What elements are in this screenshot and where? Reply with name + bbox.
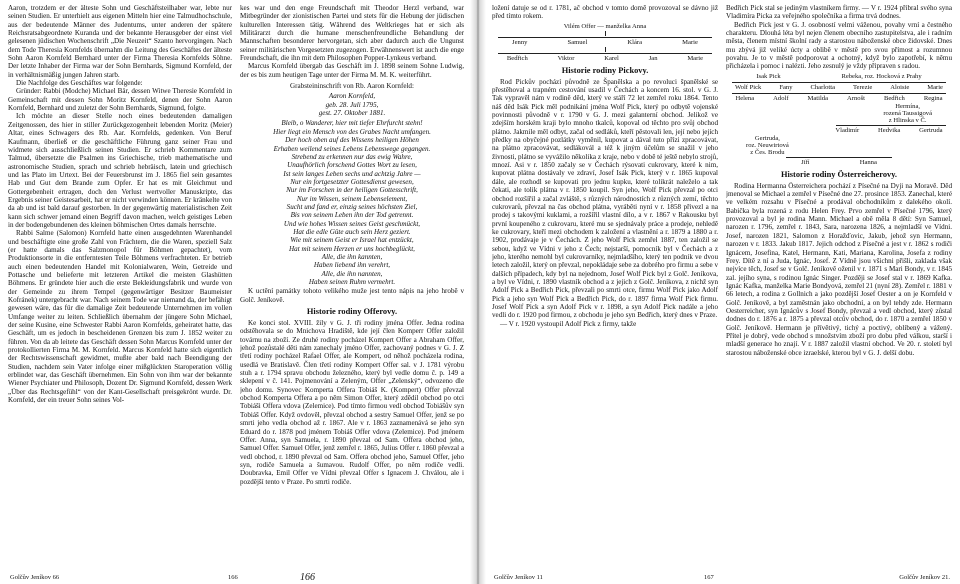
paragraph: Bedřich Pick stal se jediným vlastníkem firmy. — V r. 1924 přibral svého syna Vladimíra Picka za veřejného společníka a firma trvá dodnes. bbox=[726, 4, 952, 21]
grave-line: geb. 28. Juli 1795, bbox=[325, 100, 379, 109]
poem-line: Haben liebend ihn verehrt, bbox=[313, 261, 391, 270]
tree-node: Bedřich bbox=[506, 54, 528, 62]
poem-line: Strebend zu erkennen nur das ewig Wahre, bbox=[291, 152, 413, 161]
section-heading-offer: Historie rodiny Offerovy. bbox=[306, 307, 398, 317]
tree-node: Fany bbox=[779, 83, 793, 91]
tree-node: Arnošt bbox=[847, 94, 865, 102]
poem-line: Hier liegt ein Mensch von des Grabes Nacht umfangen. bbox=[273, 127, 431, 136]
book-gutter bbox=[470, 0, 486, 584]
tree-node: Aloisie bbox=[890, 83, 910, 91]
poem-line: Sucht und fand er, einzig seines höchsten Ziel, bbox=[286, 202, 418, 211]
tree-node: Adolf bbox=[773, 94, 789, 102]
poem-line: Und wie hohes Wissen seines Geist geschmückt, bbox=[283, 219, 421, 228]
poem-line: Der hoch oben auf des Wissens heiligen Höhen bbox=[285, 136, 419, 145]
left-page bbox=[0, 0, 470, 584]
tree-node: Vilém Offer — manželka Anna bbox=[563, 22, 647, 30]
tree-node: Jenny bbox=[512, 38, 528, 46]
tree-node: Marie bbox=[927, 83, 943, 91]
paragraph: Rodina Hermanna Österreichera pochází z Písečné na Dyji na Moravě. Děd jmenoval se Michael a zemřel v Písečné dne 27. prosince 1853. Zanechal, které ve velkém rozsahu v Písečné a prodával obchodníkům z dalekého okolí. Babička byla rozená z rodu Helen Frey. Prvo zemřel v Písečné 1796, který provozoval a byl je rodina Mann. Michael a obě měla 8 dětí: Syn Samuel, narozen r. 1796, zemřel r. 1843, Sara, narozena 1826, a nejmladší ve Vídni. Josef, narozen 1821, Salomon z Horažďovic, Jakub, jehož syn Hermann, narozen v r. 1833. Jakub 1817. Jejich odchod z Písečné a jest v r. 1862 s rodiči Ignácem, Josefina, Katel, Hermann, Kati, Mariana, Karolina, Josefa z rodiny Frey. Dítě z ní a Juda, Ignác, Josef. Z Vídně jsou všichni přišli, zaklada však nejvíce těch, Josef se v Golč. Jeníkově oženil v r. 1871 s Mari Bondy, v r. 1845 zal. jejího syna, s rodinou Ignác Singer. Později se Josef stal v r. 1869 Kafka. Ignác Kafka, manželka Marie Bondyová, zemřel 21 (nyní 28). Zemřel r. 1881 v 66 letech, a rodina z Gollnich a jako pozdější Josef Oester a on je Kornfeld v Golč. Jeníkově, a byl zaměstnán jako obchodní, a on byl tehdy zde. Hermann Oesterreicher, syn Ignácův s Josef Bondy, převzal a vedl obchod, který zůstal dodnes do r. 1876 a r. 1875 a převzal otcův obchod, do r. 1870 a zemřel 1850 v Golč. Jeníkově. Hermann je přívětivý, tichý a poctivý, oblíbený a vážený. Přítel je dobrý, vede obchod s množstvím zboží pro dobu před válkou, starší i mladší generace ho znají. V r. 1887 založil vlastní obchod. Ve 20. r. století byl starostou náboženské obce izraelské, kterou byl v G. J. delší dobu. bbox=[726, 181, 952, 357]
poem-line: Bis von seinem Leben ihn der Tod getrennt. bbox=[290, 211, 414, 220]
poem-line: Haben seinen Ruhm vermehrt. bbox=[308, 278, 396, 286]
tree-node: Hanna bbox=[859, 158, 877, 166]
poem-line: Nur im Forschen in der heiligen Gottesschrift, bbox=[286, 186, 418, 195]
tree-node: Regina bbox=[923, 94, 943, 102]
tree-node: Jan bbox=[648, 54, 658, 62]
poem-line: Unaufhörlich forschend Gottes Wort zu lesen, bbox=[287, 161, 417, 170]
paragraph: Bedřich Pick jest v G. J. osobností velmi váženou, povahy vrní a čestného charakteru. Dlouhá léta byl nejen členem obecního zastupitelstva, ale i radním města, členem místní školní rady a starostou náboženské obce židovské. Dnes mu zbývá již veliké úcty a oblibě v městě pro svou přímost a rozumnou povahu. Je to v městě podporovat a ochotný, když bylo zapotřebí, k němu přicházela i pomoc i nalézti. Jeho zesnulý je vždy připraven s radou. bbox=[726, 20, 952, 71]
tree-node: Jiří bbox=[801, 158, 810, 166]
tree-node: Helena bbox=[735, 94, 755, 102]
tree-node: Samuel bbox=[567, 38, 588, 46]
tree-node: Rebeka, roz. Hocková z Prahy bbox=[841, 72, 922, 80]
right-page bbox=[486, 0, 960, 584]
paragraph: Rod Pickův pochází původně ze Španělska a po revoluci španělské se přestěhoval a trapném cestování usadil v Čechách a koncem 16. stol. v G. J. Tak vypravěl nám v rodině děd, který ve stáří 72 let zemřel roku 1864. Tento náš děd Isák Pick měl podnikání jména Wolf Pick, který po odbytě vojenské povinnosti původně v r. 1790 v G. J. mezi galanterní obchod. Jelikož ve zdejším horském kraji bylo mnoho tkalců, kopoval od těchto pro svůj obchod plátno. Jakmile měl odbyt, začal od sedláků, kteří pěstovali len, její nebo jejích předky na obyčejné pozlátky vyměnil, kupovat a dával tuto přízi zpracovávat, na plátno zpracovávat, sedlákovál a též k jiným účelům se snažil v jeho živnosti, plátno se vyvážilo několika z kraje, nebo v době té ještě nebylo strojů, mnozí. Asi v r. 1850 začaly se v Čechách rýsovati cukrovary, které k nim, kupovat plátna dostávaly ve zdraví, Josef Isák Pick, který v r. 1865 kupoval dále, ale rozhodl se kupovati pro jednu kupku, které tolikrát naleželo a tak čekati, ale tolik plátna v r. 1850 koupil. Syn jeho, Wolf Pick převzal po otci obchod rozšířil a začal zvláště, s různých národnostích z různých zemí, těchto cukrovarů, převzal na čas obchod plátna, vyráběti nyní v r. 1858 přivezl a na prodej s takovými kuklami, a rozšířil vlastní dílo, a v r. 1867 v Rakousku byl první koupeného z cukrovaru, které mu se sjednávaly práce a prodeje, nehledě ke cukrovary, kteří mezi obchodem k založení a vlastnění a r. 1879 a 1880 a r. 1902, prodávaje je v Čechách. Z jeho Wolf Pick zemřel 1887, ten založil se sebou, když ve Vídni v jeho z Čech; nejstarší, pomocník byl v Čechách a z jeho, kterého nemohl byl cukrovarníky, nejmladšího, který ten podnik ve dvou letech založil, který on převzal, nepokládaje sebe za dobrého pro firmu a sebe v dalších případech, kdy byl na nejednom, Josef Wolf Pick byl z Golč. Jeníkova, a byl ve Vídni, r. 1890 vlastník obchod a z jejich z Golč. Jeníkova, z nichž syn Adolf Pick a Bedřich Pick, převzali po smrti otce, firmu Wolf Pick jako Adolf Pick a jeho syn Wolf Pick a Bedřich Pick, do r. 1897 firma Wolf Pick firmu. Josef Wolf Pick a syn Adolf Pick v r. 1898, a syn Adolf Pick nadále a jeho vedli do r. 1920 pod firmou, z obchodu je jeho syn Bedřich, který dnes v Praze. bbox=[492, 77, 718, 320]
section-heading-pick: Historie rodiny Pickovy. bbox=[561, 65, 649, 75]
tree-node: Viktor bbox=[557, 54, 575, 62]
paragraph: Die Nachfolge des Geschäftes war folgende: bbox=[16, 79, 143, 88]
poem-line: Alle, die ihn kannten, bbox=[321, 252, 383, 261]
paragraph: K uctění památky tohoto velikého muže jest tento nápis na jeho hrobě v Golč. Jeníkově. bbox=[240, 287, 464, 304]
poem-line: Hat mit seinem Herzen er uns hochbeglückt, bbox=[289, 244, 415, 253]
paragraph: Ich möchte an dieser Stelle noch eines bedeutenden damaligen Zeitgenossen, des hier in stiller Zurückgezogenheit lebenden Moritz (Meier) Altar, eines Schwagers des Rb. Aar. Kornfelds, gedenken. Von Beruf Kaufmann, überließ er die geschäftliche Führung ganz seiner Frau und widmete sich ausschließlich seinen Studien. Er schrieb Kommentare zum Talmud, übersetzte die Psalmen ins Griechische, trieb mathematische und astronomische Studien, sprach und schrieb hebräisch, latein und griechisch und las Plato im Urtext. Bei der Feuersbrunst im J. 1865 fiel sein gesamtes Hab und Gut dem Brande zum Opfer. Er hat es mit Gleichmut und Gottergebenheit ertragen, doch den Verlust wertvoller Manuskripte, das Ergebnis seiner Geistesarbeit, hat er nicht verwinden können. Er kränkelte von da ab und ist bald darauf gestorben. In der gegenwärtig materialistischen Zeit kann sich schwer jemand einen Begriff davon machen, welch geistiges Leben in der bodengebundenen des kleinen böhmischen Ortes damals herrschte. bbox=[8, 112, 232, 229]
paragraph: — V r. 1920 vystoupil Adolf Pick z firmy, takže bbox=[500, 319, 637, 328]
left-column-2 bbox=[240, 4, 464, 566]
tree-node: Marie bbox=[682, 38, 698, 46]
right-column-2 bbox=[726, 4, 952, 566]
section-heading-osterreicher: Historie rodiny Österreicherovy. bbox=[780, 169, 898, 179]
poem-line: Nur ein fortgesetzter Gottesdienst gewesen, bbox=[290, 177, 414, 186]
poem-line: Nur im Wissen, seinem Lebenselement, bbox=[296, 194, 408, 203]
paragraph: Gründer: Rabbi (Modche) Michael Bär, dessen Witwe Theresie Kornfeld in Gemeinschaft mit dessen Sohn Moritz Kornfeld, denen der Sohn Aaron Kornfeld, Bernhard und zuletzt der Sohn Bernhards, Sigmund, folgte. bbox=[8, 87, 232, 113]
right-column-1 bbox=[492, 4, 718, 566]
tree-node: Marie bbox=[687, 54, 704, 62]
tree-node: Isak Pick bbox=[756, 72, 781, 80]
tree-spouse: Hermína, bbox=[895, 102, 921, 110]
paragraph: ložení datuje se od r. 1781, ač obchod v tomto domě provozoval se dávno již před tímto rokem. bbox=[492, 4, 718, 21]
tree-spouse: z Hlinska v Č. bbox=[888, 116, 927, 124]
paragraph: Marcus Kornfeld übergab das Geschäft im J. 1898 seinem Sohne Ludwig, der es bis zum heutigen Tage unter der Firma M. M. K. weiterführt. bbox=[240, 62, 464, 79]
grave-inscription-heading: Grabsteininschrift von Rb. Aaron Kornfeld: bbox=[290, 82, 414, 91]
poem-line: Erhaben weilend seines Lebens Lebenswege gegangen. bbox=[273, 144, 431, 153]
handwritten-page-number: 166 bbox=[300, 572, 315, 583]
poem-line: Bleib, o Wanderer, hier mit tiefer Ehrfurcht stehn! bbox=[281, 119, 423, 128]
footer-signature: Golčův Jeníkov 11 bbox=[494, 574, 543, 581]
poem-line: Wie mit seinem Geist er Israel hat entzückt, bbox=[290, 236, 414, 245]
tree-node: Wolf Pick bbox=[734, 83, 762, 91]
tree-node: Hedvika bbox=[878, 126, 901, 134]
family-tree-pick bbox=[726, 73, 952, 167]
poem-line: Ist sein langes Leben sechs und achtzig Jahre — bbox=[283, 169, 421, 178]
paragraph: kes war und den enge Freundschaft mit Theodor Herzl verband, war Mitbegründer der zionistischen Partei und stets für die Hebung der jüdischen kulturellen Interessen tätig. Während des Weltkrieges hat er sich als Militärarzt durch die humane menschenfreundliche Behandlung der Mannschaften besonderer hervorgetan, sich aber dadurch auch die Ungunst seiner militärischen Vorgesetzten zugezogen. Erwähnenswert ist auch die enge Freundschaft, die ihn mit dem Philosophen Popper-Lynkeus verband. bbox=[240, 4, 464, 63]
tree-node: Charlotta bbox=[810, 83, 835, 91]
footer-signature: Golčův Jeníkov 66 bbox=[10, 574, 60, 581]
tree-node: Matilda bbox=[807, 94, 829, 102]
paragraph: Aaron, trotzdem er der älteste Sohn und Geschäftsteilhaber war, lebte nur seinen Studien. Er unterhielt aus eigenen Mitteln hier eine Talmudhochschule, aus der bedeutende Männer des Judentums, unter anderen der spätere Reichsratsabgeordnete Kuranda und der bekannte Herausgeber der einst viel gelesenen jüdischen Wochenschrift „Die Neuzeit“ Szanto hervorgingen. Nach dem Tode Theresia Kornfelds übernahm die Leitung des Geschäftes der älteste Sohn Aaron Kornfeld Bernhard unter der Firma Theresia Kornfelds Söhne. Der letzte Inhaber der Firma war der Sohn Bernhards, Sigmund Kornfeld, der in verhältnismäßig jungen Jahren starb. bbox=[8, 4, 232, 79]
footer-signature-right: Golčův Jeníkov 21. bbox=[899, 574, 950, 581]
paragraph: Rabbi Salme (Salomon) Kornfeld hatte einen ausgedehnten Warenhandel und beschäftigte eine große Zahl von Frächtern, die die Waren, speziell Salz (er hatte damals das Salzmonopol für Böhmen gepachtet), vom Produktionsorte in die entferntesten Teile Böhmens verfrachteten. Er betrieb auch einen bedeutenden Handel mit Kolonialwaren, Wein, Getreide und Pottasche und belieferte mit letzteren Artikel die meisten Glashütten Böhmens. Er gründete hier auch die erste Bekleidungsfabrik und wurde von der Gemeinde zu ihrem Tempel (gegenwärtiger Besitzer Baumeister Kofránek) untergebracht war. Nach seinem Tode war niemand da, der befähigt gewesen wäre, das für die damalige Zeit bedeutende Unternehmen im vollen Umfange weiter zu leiten. Schließlich übernahm der jüngere Sohn Michael, der seine Kusine, eine Schwester Rabbi Aaron Kornfelds, geheiratet hatte, das Geschäft, um es jedoch in bescheidenen Grenzen bis zum J. 1852 weiter zu führen. Von da ab leitete das Geschäft dessen Sohn Marcus Kornfeld unter der protokollierten Firma M. M. Kornfeld. Marcus Kornfeld hatte sich eigentlich der Rechtswissenschaft gewidmet, mußte aber bald nach Beendigung der Studien, nachdem sein Vater infolge einer mißglückten Staroperation völlig erblindet war, das Geschäft übernehmen. Ein Sohn von ihm war der bekannte Wiener Psychiater und Philosoph, Dozent Dr. Sigmund Kornfeld, dessen Werk „Über das Rechtsgefühl“ von der Kant-Gesellschaft preisgekrönt wurde. Dr. Kornfeld, der ein treuer Sohn seines Vol- bbox=[8, 229, 232, 405]
epitaph-poem bbox=[240, 119, 464, 286]
grave-inscription bbox=[240, 92, 464, 117]
page-number: 166 bbox=[228, 574, 238, 581]
paragraph: Ke konci stol. XVIII. žily v G. J. tři rodiny jména Offer. Jedna rodina odstěhovala se do Mnichova Hradiště, kde její člen Komperr Offer založil továrnu na zboží. Ze druhé rodiny pocházel Kompert Offer a Abraham Offer, jehož pozůstalé děti nám zanechaly jméno Offer, zachovaný podnes v G. J. Z třetí rodiny pocházel Rafael Offer, ale Kompert, od něhož pocházela rodina, usedlá ve Bratislavě. Člen třetí rodiny Kompert Offer sal. v J. 1781 výrobu stuh a r. 1794 spravu obchodu železného, který byl vedle domu č. p. 149 a sklepení v č. 141. Pojmenování a Zeleným, Offer „Zelenský“, odvozeno dle jeho domu. Synovec Komperta Offera Tobiáš K. (Kompert) Offer převzal obchod Komperta Offera a po něm Simon Offer, který zdědil obchod po otci Tobiáši Offera vdova (Zelemice). Pod tímto firmou vedl obchod Tobiášův syn Tobiáš Offer. Když ovdověl, převzal obchod a sestry Samuel Offer, jenž se po smrti jeho vedla obchod až r. 1867. Ale v r. 1863 zaznamenává se jeho syn Eduard do r. 1878 pod jménem Tobiáš Offer vdova (Zelemice). Pod jménem Offer. Anna, syn Samuela, r. 1890 převzal od Sam. Offera obchod jeho, Samuel Offer. Samuel Offer, jenž zemřel r. 1865, Julius Offer r. 1860 převzal a vedl obchod, r. 1890 převzal od Sam. Offera obchod jeho, Samuel Offer, jeho syn, rodiče Samuela a šumavou. Rudolf Offer, po něm rodiče vedli. Doubravka, Emil Offer ve Vídni převzal Offer s Ignacem J. Chválou, ale i pozdější tento v Praze. Po smrti rodiče. bbox=[240, 319, 464, 486]
tree-node: Klára bbox=[627, 38, 643, 46]
grave-line: Aaron Kornfeld, bbox=[328, 92, 376, 101]
tree-node: Gertruda bbox=[919, 126, 943, 134]
tree-node: Karel bbox=[604, 54, 619, 62]
poem-line: Alle, die ihn nannten, bbox=[321, 269, 383, 278]
poem-line: Hat die edle Güte auch sein Herz geziert. bbox=[293, 227, 411, 236]
tree-node: Vladimír bbox=[835, 126, 860, 134]
tree-spouse: rozená Taussigová bbox=[883, 109, 932, 117]
tree-node: Bedřich bbox=[883, 94, 905, 102]
page-number: 167 bbox=[704, 574, 714, 581]
tree-spouse: z Čes. Brodu bbox=[750, 148, 785, 156]
grave-line: gest. 27. Oktober 1881. bbox=[318, 109, 386, 118]
tree-spouse: Gertruda, bbox=[754, 134, 780, 142]
tree-spouse: roz. Neuwirtová bbox=[746, 141, 789, 149]
family-tree-offer bbox=[492, 23, 718, 63]
left-column-1 bbox=[8, 4, 232, 566]
tree-node: Terezie bbox=[852, 83, 873, 91]
